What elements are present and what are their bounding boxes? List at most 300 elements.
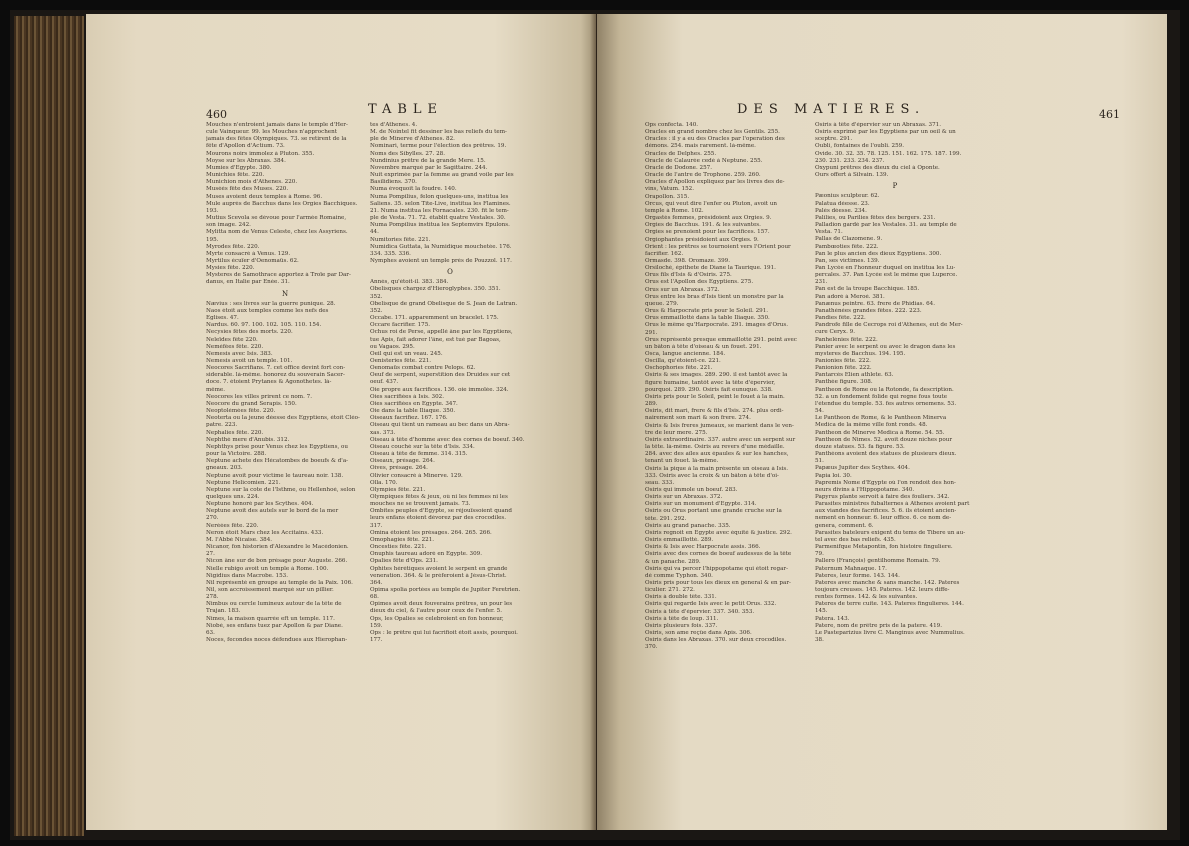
index-entry-line: ticulier. 271. 272. [645, 587, 695, 594]
index-entry-line: Medica de la même ville font ronds. 48. [815, 422, 928, 429]
index-entry-line: Mumies d'Egypte. 380. [206, 164, 272, 171]
index-entry-line: Osiris exprimé par les Egyptiens par un oeil & un [815, 129, 956, 136]
index-entry-line: Parasites bateleurs exigent du tems de Tibere un au- [815, 529, 966, 536]
index-entry-line: Trajan. 183. [206, 608, 241, 615]
index-entry-line: cule Vainqueur. 99. les Mouches n'approchent [206, 129, 337, 136]
index-entry-line: Osiris & ses images. 289. 290. il est tantôt avec la [645, 372, 788, 379]
index-entry-line: Nimes, la maison quarrée eft un temple. 117. [206, 615, 335, 622]
index-entry-line: jamais des fêtes Olympiques. 73. se retirent de la [206, 136, 347, 143]
index-entry-line: Oies sacrifiées en Egypte. 347. [370, 400, 458, 407]
index-entry-line: Osiris sur un Abraxas. 372. [645, 494, 723, 501]
index-entry-line: Pantarcès Elien athlete. 63. [815, 372, 894, 379]
index-entry-line: Pandies fête. 222. [815, 315, 866, 322]
index-entry-line: Myrte consacré à Venus. 129. [206, 250, 291, 257]
index-entry-line: Oenisteries fête. 221. [370, 358, 432, 364]
index-entry-line: Papyrus plante servoit à faire des fouliers. 342. [815, 493, 950, 500]
index-entry-line: danus, en Italie par Enée. 31. [206, 279, 290, 286]
index-entry-line: Oracles de Delphes. 255. [645, 150, 717, 157]
index-entry-line: Osiris pris pour tous les dieux en general & en par- [645, 580, 791, 586]
index-entry-line: Osiris pris pour le Soleil, peint le fouet à la main. [645, 393, 785, 400]
index-entry-line: Nicanor, fon historien d'Alexandre le Macédonien. [206, 544, 349, 551]
index-entry-line: ple de Vesta. 71. 72. établit quatre Vestales. 30. [370, 215, 506, 222]
index-entry-line: Neptune Helicomien. 221. [206, 479, 281, 486]
index-entry-line: & un panache. 289. [645, 558, 701, 565]
index-entry-line: 334. 335. 336. [370, 250, 411, 257]
index-entry-line: Neptune sur la cote de l'Isthme, ou Hellenhoé, selon [206, 486, 356, 493]
index-entry-line: Oracle de Calaurée cedé à Neptune. 255. [645, 157, 763, 164]
index-entry-line: Ops, les Opalies se celebroient en fon honneur, [370, 615, 504, 622]
index-entry-line: mysteres de Bacchus. 194. 195. [815, 350, 906, 357]
index-entry-line: Opimes avoit deux fouverains prêtres, un pour les [370, 601, 513, 608]
index-entry-line: Orus sur un Abraxas. 372. [645, 286, 720, 293]
index-entry-line: Osiris dans les Abraxas. 370. sur deux crocodiles. [645, 637, 787, 644]
index-entry-line: Patera. 143. [815, 615, 850, 622]
index-entry-line: Pateres de terre cuite. 143. Pateres fingulieres. 144. [815, 601, 964, 608]
index-entry-line: aux viandes des facrifices. 5. 6. ils étoient ancien- [815, 508, 957, 515]
index-entry-line: fête d'Apollon d'Actium. 73. [206, 143, 285, 150]
index-entry-line: queue. 279. [645, 300, 679, 307]
index-entry-line: Nævius : ses livres sur la guerre punique. 28. [206, 300, 336, 307]
index-entry-line: Oeil qui est un veau. 245. [370, 350, 443, 357]
index-entry-line: Orus le même qu'Harpocrate. 291. images d'Orus. [645, 322, 789, 329]
index-entry-line: 159. [370, 622, 383, 629]
index-entry-line: Myrtilus écuïer d'Oenomaüs. 62. [206, 257, 299, 264]
index-entry-line: 352. [370, 293, 383, 300]
index-entry-line: 38. [815, 637, 824, 644]
index-entry-line: Palilies, ou Parilies fêtes des bergers. 231. [815, 214, 936, 221]
index-entry-line: 51. [815, 458, 824, 465]
index-entry-line: Osiris ou Orus portant une grande cruche sur la [645, 508, 782, 515]
index-entry-line: genera, comment. 6. [815, 522, 874, 529]
index-entry-line: Myrodes fête. 220. [206, 243, 260, 250]
index-entry-line: Omophagies fête. 221. [370, 536, 435, 543]
index-entry-line: 54. [815, 408, 824, 415]
index-entry-line: Oie dans la table Iliaque. 350. [370, 408, 456, 415]
index-entry-line: Nundinius prêtre de la grande Mere. 15. [370, 157, 486, 164]
index-entry-line: Annés, qu'étoit-il. 383. 384. [370, 279, 449, 286]
index-entry-line: Orus emmaillotté dans la table Iliaque. 350. [645, 315, 770, 322]
index-entry-line: Neocores Sacrifians. 7. cet office devint fort con- [206, 365, 346, 372]
index-entry-line: Orus entre les bras d'Isis tient un monstre par la [645, 293, 784, 300]
index-entry-line: Panænus peintre. 63. frere de Phidias. 64. [815, 300, 935, 307]
index-entry-line: Oubli, fontaines de l'oubli. 259. [815, 143, 905, 150]
index-entry-line: Orapollon. 315. [645, 193, 690, 200]
index-entry-line: Mutius Scevola se dévoue pour l'armée Romaine, [206, 215, 347, 222]
index-entry-line: Oie propre aux facrifices. 136. oie immolée. 324. [370, 386, 509, 393]
index-entry-line: 291. [645, 329, 658, 336]
index-entry-line: Osiris emmaillotté. 289. [645, 537, 714, 544]
index-entry-line: 145. [815, 608, 828, 615]
index-entry-line: Naos étoit aux temples comme les nefs des [206, 307, 329, 314]
index-entry-line: Neocore du grand Serapis. 150. [206, 400, 297, 407]
index-entry-line: 27. [206, 551, 215, 558]
index-entry-line: 195. [206, 236, 219, 243]
index-entry-line: Palatua déesse. 23. [815, 200, 870, 207]
index-entry-line: Oiseaux facrifiez. 167. 176. [370, 415, 448, 422]
index-entry-line: Onuphis taureau adoré en Egypte. 309. [370, 551, 483, 558]
index-entry-line: Pambœoties fête. 222. [815, 243, 879, 250]
index-entry-line: Osiris, son ame reçûe dans Apis. 306. [645, 630, 752, 637]
index-entry-line: Pan adoré à Meroé. 381. [815, 293, 885, 300]
index-entry-line: Pan le plus ancien des dieux Egyptiens. 300. [815, 250, 942, 257]
index-entry-line: doce. 7. étoient Prytanes & Agonothetes. là- [206, 379, 332, 386]
left-column-2 [370, 122, 530, 644]
left-running-head: TABLE [368, 102, 444, 117]
index-entry-line: Osiris à tête de loup. 311. [645, 615, 719, 622]
letter-heading-n: N [281, 289, 289, 298]
index-entry-line: Pantheon de Minerve Medica à Rome. 54. 55. [815, 429, 945, 436]
index-entry-line: Ops confecta. 140. [645, 122, 699, 128]
index-entry-line: Oracle de Dodone. 257. [645, 164, 712, 171]
index-entry-line: Neptune avoit des autels sur le bord de la mer [206, 508, 339, 515]
letter-heading-p: P [892, 182, 898, 191]
index-entry-line: Numa Pompilius, felon quelques-uns, institua les [370, 193, 509, 200]
index-entry-line: 270. [206, 515, 219, 522]
index-entry-line: Orcus, qui veut dire l'enfer ou Pluton, avoit un [645, 200, 778, 207]
index-entry-line: Pantheon de Rome ou la Rotonde, fa description. [815, 386, 954, 393]
index-entry-line: Olivier consacré à Minerve. 129. [370, 472, 463, 479]
index-entry-line: Pantheon de Nimes. 52. avoit douze niches pour [815, 436, 953, 443]
index-entry-line: vins, Vatum. 152. [645, 186, 695, 193]
index-entry-line: Eglises. 47. [206, 315, 239, 322]
index-entry-line: Ovide. 30. 32. 35. 78. 125. 151. 162. 175. 187. 199. [815, 150, 962, 157]
index-entry-line: xas. 373. [370, 429, 396, 436]
index-entry-line: Oracles : il y a eu des Oracles par l'operation des [645, 136, 785, 143]
index-entry-line: Panthéons avoient des statues de plusieurs dieux. [815, 451, 957, 458]
index-entry-line: Pandrofe fille de Cecrops roi d'Athenes, eut de Mer- [815, 322, 963, 329]
index-entry-line: Oiseau à tête de femme. 314. 315. [370, 451, 468, 458]
index-entry-line: Osiris qui immole un boeuf. 283. [645, 486, 738, 493]
index-entry-line: Munichion mois d'Athenes. 220. [206, 179, 298, 186]
index-entry-line: tes d'Athenes. 4. [370, 122, 418, 128]
index-entry-line: Neméfées fête. 220. [206, 343, 264, 350]
index-entry-line: 364. [370, 579, 383, 586]
index-entry-line: Neptune honoré par les Scythes. 404. [206, 501, 314, 508]
index-entry-line: Oiseaux, présage. 264. [370, 458, 435, 465]
index-entry-line: Osiris au grand panache. 335. [645, 522, 731, 529]
index-entry-line: Moyse sur les Abraxas. 384. [206, 157, 286, 164]
index-entry-line: Mysies fête. 220. [206, 265, 255, 272]
index-entry-line: Nil, son accroissement marqué sur un pillier. [206, 587, 334, 593]
index-entry-line: Ophites hérétiques avoient le serpent en grande [370, 565, 508, 572]
index-entry-line: M. l'Abbé Nicaise. 384. [206, 536, 273, 543]
index-entry-line: pourquoi. 289. 290. Osiris fait eunuque. 338. [645, 386, 773, 393]
index-entry-line: Parasites ministres fubalternes à Athenes avoient part [815, 501, 970, 508]
index-entry-line: Numidica Guttata, la Numidique mouchetée. 176. [370, 243, 512, 250]
index-entry-line: Le Pasteparizius livre C. Manginus avec Nummulius. [815, 629, 965, 636]
index-entry-line: Nemesis avoit un temple. 101. [206, 358, 293, 364]
index-entry-line: Olla. 170. [370, 479, 398, 486]
index-entry-line: Le Pantheon de Rome, & le Pantheon Minerva [815, 415, 947, 422]
index-entry-line: Olympies fête. 221. [370, 486, 426, 493]
index-entry-line: 52. a un fondement folide qui regne fous toute [815, 393, 948, 400]
right-running-head: DES MATIERES. [737, 102, 926, 117]
index-entry-line: Nardus. 60. 97. 100. 102. 105. 110. 154. [206, 322, 322, 329]
index-entry-line: Pæonius sculpteur. 62. [815, 193, 880, 200]
index-entry-line: Obelisque de grand Obelisque de S. Jean de Latran. [370, 300, 518, 307]
index-entry-line: Saliens. 35. selon Tite-Live, institua les Flamines. [370, 200, 511, 207]
index-entry-line: Opalies fête d'Ops. 231. [370, 558, 438, 565]
index-entry-line: Oiseau couché sur la tête d'Isis. 334. [370, 443, 475, 450]
index-entry-line: Mourons noirs immolez à Pluton. 355. [206, 150, 315, 157]
index-entry-line: Oracle de l'antre de Trophone. 259. 260. [645, 172, 761, 179]
index-entry-line: oeuf. 437. [370, 379, 399, 386]
index-entry-line: Osiris qui va percer l'hippopotame qui étoit regar- [645, 565, 788, 572]
index-entry-line: son image. 242. [206, 222, 251, 229]
index-entry-line: Orus & Harpocrate pris pour le Soleil. 291. [645, 308, 769, 315]
index-entry-line: Ours offert à Silvain. 139. [815, 172, 889, 179]
index-entry-line: neurs divins à l'Hippopotame. 340. [815, 486, 915, 493]
left-page [86, 14, 596, 830]
index-entry-line: Pan, ses victimes. 139. [815, 257, 880, 264]
index-entry-line: Occabe. 171. apparemment un bracelet. 175. [370, 315, 499, 322]
index-entry-line: Osiris avec des cornes de boeuf audessus de la tête [645, 551, 792, 558]
index-entry-line: l'étendue du temple. 53. fes autres ornemens. 53. [815, 400, 957, 407]
index-entry-line: Osca, langue ancienne. 184. [645, 351, 726, 357]
index-entry-line: Ormasde. 398. Oromaze. 399. [645, 257, 730, 264]
index-entry-line: démons. 254. mais rarement. là-même. [645, 143, 756, 150]
index-entry-line: sceptre. 291. [815, 136, 853, 143]
index-entry-line: Niobé, ses enfans tuez par Apollon & par Diane. [206, 622, 343, 629]
index-entry-line: Occare facrifier. 175. [370, 322, 431, 329]
index-entry-line: 278. [206, 594, 219, 601]
index-entry-line: Necysies fêtes des morts. 220. [206, 329, 293, 336]
index-entry-line: Osiris & Isis avec Harpocrate assis. 366. [645, 544, 761, 551]
page-edges [14, 16, 84, 836]
index-entry-line: Osiris regnoit en Egypte avec équité & justice. 292. [645, 529, 792, 536]
index-entry-line: Numitories fête. 221. [370, 236, 431, 243]
index-entry-line: Orgastès femmes, présidoient aux Orgies. 9. [645, 215, 772, 222]
index-entry-line: Pallero (François) gentilhomme Romain. 79. [815, 558, 941, 565]
index-entry-line: mouches ne se trouvent jamais. 73. [370, 501, 471, 508]
index-entry-line: Oies sacrifiées à Isis. 302. [370, 393, 444, 400]
index-entry-line: Nephthys prise pour Venus chez les Egyptiens, ou [206, 443, 349, 450]
index-entry-line: Panhelénies fête. 222. [815, 336, 878, 343]
index-entry-line: Pan Lycée en l'honneur duquel on institua les Lu- [815, 264, 956, 271]
index-entry-line: Panionies fête. 222. [815, 358, 871, 364]
index-entry-line: Munichies fête. 220. [206, 172, 265, 179]
index-entry-line: 284. avec des aîles aux épaules & sur les hanches, [645, 451, 789, 458]
index-entry-line: ple de Minerve d'Athenes. 82. [370, 136, 455, 143]
index-entry-line: Muses avoient deux temples à Rome. 96. [206, 193, 323, 200]
index-entry-line: Parmenifque Metapontin, fon histoire finguliere. [815, 544, 953, 551]
index-entry-line: Neréées fête. 220. [206, 522, 259, 529]
index-entry-line: Olympiques fêtes & jeux, où ni les femmes ni les [370, 493, 508, 500]
index-entry-line: Oives, présage. 264. [370, 465, 428, 472]
index-entry-line: Neptune avoit pour victime le taureau noir. 138. [206, 472, 344, 479]
index-entry-line: la tête. là-même. Osiris au revers d'une médaille. [645, 444, 785, 451]
index-entry-line: leurs enfans étoient dévorez par des crocodiles. [370, 515, 507, 522]
index-entry-line: tel avec des bas reliefs. 435. [815, 536, 896, 543]
index-entry-line: Neptune achete des Hécatombes de boeufs & d'a- [206, 458, 349, 465]
index-entry-line: percales. 37. Pan Lycée est le même que Luperce. [815, 272, 958, 279]
index-entry-line: Noms des Sibylles. 27. 28. [370, 150, 446, 157]
index-entry-line: dieux du ciel, & l'autre pour ceux de l'enfer. 5. [370, 608, 503, 615]
index-entry-line: Nymphes avoient un temple près de Pouzzol. 117. [370, 257, 512, 264]
index-entry-line: figure humaine, tantôt avec la tête d'épervier, [645, 379, 776, 386]
index-entry-line: seau. 333. [645, 479, 675, 486]
index-entry-line: Neleïdes fête 220. [206, 336, 258, 343]
index-entry-line: Muséés fête des Muses. 220. [206, 186, 289, 193]
index-entry-line: Osiris sur un monument d'Egypte. 314. [645, 501, 757, 508]
index-entry-line: Osiris & Isis freres jumeaux, se marient dans le ven- [645, 422, 794, 429]
index-entry-line: Nigidius dans Macrobe. 153. [206, 572, 288, 579]
index-entry-line: M. de Nointel fit dessiner les bas reliefs du tem- [370, 129, 507, 136]
index-entry-line: tête. 291. 292. [645, 515, 687, 522]
index-entry-line: Mysteres de Samothrace apportez à Troïe par Dar- [206, 272, 351, 279]
index-entry-line: Mule auprès de Bacchus dans les Orgies Bacchiques. [206, 200, 358, 207]
index-entry-line: Nicon âne sur de bon présage pour Auguste. 266. [206, 558, 348, 565]
index-entry-line: Panier avec le serpent ou avec le dragon dans les [815, 343, 956, 350]
index-entry-line: Osiris à double tête. 331. [645, 594, 717, 601]
index-entry-line: cure Ceryx. 9. [815, 329, 855, 336]
index-entry-line: Orus fils d'Isis & d'Osiris. 275. [645, 272, 732, 279]
index-entry-line: 21. Numa institua les Fornacales. 230. fit le tem- [370, 207, 509, 214]
index-entry-line: 317. [370, 522, 383, 529]
index-entry-line: Osiris plusieurs fois. 337. [645, 622, 718, 629]
index-entry-line: Osiris à tête d'épervier sur un Abraxas. 371. [815, 122, 941, 128]
right-column-2 [815, 122, 975, 644]
index-entry-line: 79. [815, 551, 824, 558]
index-entry-line: Nominari, terme pour l'élection des prêtres. 19. [370, 143, 507, 150]
index-entry-line: Ochus roi de Perse, appellé âne par les Egyptiens, [370, 329, 513, 336]
index-entry-line: Paternum Mahnaque. 17. [815, 565, 887, 572]
index-entry-line: Osiris qui regarde Isis avec le petit Orus. 332. [645, 601, 777, 608]
index-entry-line: patre. 223. [206, 422, 238, 429]
index-entry-line: Oracles en grand nombre chez les Gentils. 255. [645, 129, 780, 136]
letter-heading-o: O [447, 268, 453, 277]
index-entry-line: même. [206, 386, 226, 393]
index-entry-line: Osiris la pique à la main présente un oiseau à Isis. [645, 465, 789, 472]
index-entry-line: Omina étoient les présages. 264. 265. 266. [370, 529, 492, 536]
index-entry-line: Orsiloché, épithete de Diane la Taurique. 191. [645, 265, 776, 272]
index-entry-line: Oncesties fête. 221. [370, 544, 427, 551]
index-entry-line: Oxypuni prêtres des dieux du ciel à Oponte. [815, 164, 940, 171]
index-entry-line: 289. [645, 401, 658, 408]
index-entry-line: nement en honneur. 6. leur office. 6. ce nom de- [815, 515, 952, 522]
index-entry-line: 63. [206, 629, 215, 636]
index-entry-line: Basilidiens. 370. [370, 179, 417, 186]
index-entry-line: Osiris à tête d'épervier. 337. 340. 353. [645, 608, 755, 615]
index-entry-line: Orgies de Bacchus. 191. & les suivantes. [645, 222, 761, 229]
right-page-number: 461 [1099, 108, 1120, 121]
index-entry-line: Oscilla, qu'étoient-ce. 221. [645, 358, 721, 365]
left-column-1 [206, 122, 364, 644]
index-entry-line: Neocores les villes prirent ce nom. 7. [206, 393, 312, 400]
right-column-1 [645, 122, 807, 652]
index-entry-line: Osiris, dit mari, frere & fils d'Isis. 274. plus ordi- [645, 408, 784, 415]
index-entry-line: Pateres avec manche & sans manche. 142. Pateres [815, 579, 960, 586]
index-entry-line: quelques uns. 224. [206, 493, 260, 500]
index-entry-line: Papremis Nome d'Egypte où l'on rendoit des hon- [815, 479, 956, 486]
index-entry-line: Pan est de la troupe Bacchique. 185. [815, 286, 920, 293]
index-entry-line: facrifier. 162. [645, 250, 684, 257]
index-entry-line: Nil représenté en groupe au temple de la Paix. 106. [206, 579, 353, 586]
index-entry-line: Nemesis avec Isis. 383. [206, 350, 273, 357]
index-entry-line: Nephthé mere d'Anubis. 312. [206, 436, 290, 443]
index-entry-line: 193. [206, 207, 219, 214]
left-page-number: 460 [206, 108, 227, 121]
index-entry-line: 352. [370, 307, 383, 314]
index-entry-line: Opima spolia portées au temple de Jupiter Feretrien. [370, 587, 521, 593]
index-entry-line: Panthée figure. 308. [815, 379, 873, 386]
index-entry-line: 177. [370, 637, 383, 644]
index-entry-line: un bâton à tête d'oiseau & un fouet. 291. [645, 343, 762, 350]
index-entry-line: Pateres, leur forme. 143. 144. [815, 572, 900, 579]
index-entry-line: 230. 231. 233. 234. 237. [815, 157, 885, 164]
index-entry-line: Patere, nom de prêtre pris de la patere. 419. [815, 622, 942, 629]
index-entry-line: 44. [370, 229, 379, 236]
index-entry-line: siderable. là-même. honorez du souverain Sacer- [206, 372, 345, 379]
index-entry-line: Papia loi. 30. [815, 472, 852, 479]
index-entry-line: tue Apis, fait adorer l'âne, est tué par Bagoas, [370, 336, 501, 343]
index-entry-line: Neoptolémées fête. 220. [206, 408, 276, 415]
index-entry-line: veneration. 364. & le préferoient à Jésus-Christ. [370, 572, 507, 579]
index-entry-line: Palladion gardé par les Vestales. 31. au temple de [815, 222, 957, 229]
index-entry-line: toujours creuses. 145. Pateres. 142. leurs diffe- [815, 587, 950, 593]
index-entry-line: Mouches n'entroient jamais dans le temple d'Her- [206, 122, 348, 128]
index-entry-line: Ops : le prêtre qui lui facrifioit étoit assis, pourquoi. [370, 629, 518, 636]
index-entry-line: Nephalies fête. 220. [206, 429, 264, 436]
index-entry-line: Orus représenté presque emmaillotté 291. peint avec [645, 336, 797, 343]
index-entry-line: Oiseau qui tient un rameau au bec dans un Abra- [370, 422, 510, 429]
index-entry-line: 333. Osiris avec la croix & un bâton à tête d'oi- [645, 472, 779, 479]
index-entry-line: Oracles d'Apollon expliquez par les livres des de- [645, 179, 785, 186]
index-entry-line: ou Vagaos. 295. [370, 343, 415, 350]
index-entry-line: 68. [370, 594, 379, 601]
index-entry-line: Mylitta nom de Venus Celeste, chez les Assyriens. [206, 229, 348, 236]
index-entry-line: Oschophories fête. 221. [645, 365, 713, 372]
index-entry-line: Neron étoit Mars chez les Accitains. 433. [206, 529, 324, 536]
index-entry-line: Ombites peuples d'Egypte, se réjouïssoient quand [370, 508, 512, 515]
index-entry-line: rentes formes. 142. & les suivantes. [815, 594, 918, 601]
index-entry-line: Oeuf de serpent, superstition des Druides sur cet [370, 372, 511, 379]
index-entry-line: tenant un fouet. là-même. [645, 458, 719, 465]
index-entry-line: Noces, fecondes noces défendues aux Hierophan- [206, 637, 348, 644]
index-entry-line: pour la Victoire. 288. [206, 451, 267, 458]
index-entry-line: Nielle rubigo avoit un temple à Rome. 100. [206, 565, 329, 572]
index-entry-line: Orient : les prêtres se tournoient vers l'Orient pour [645, 243, 791, 250]
right-page [597, 14, 1167, 830]
index-entry-line: Oiseau à tête d'homme avec des cornes de boeuf. 340. [370, 436, 525, 443]
index-entry-line: Numa Pompilius institua les Septemvirs Epulons. [370, 222, 510, 229]
index-entry-line: tre de leur mere. 275. [645, 429, 708, 436]
index-entry-line: Orgies se prenoient pour les facrifices. 157. [645, 229, 770, 236]
index-entry-line: Nimbus ou cercle lumineux autour de la tête de [206, 601, 342, 608]
index-entry-line: Numa évoquoit la foudre. 140. [370, 186, 457, 193]
index-entry-line: 231. [815, 279, 828, 286]
index-entry-line: Oenomaüs combat contre Pelops. 62. [370, 365, 476, 372]
index-entry-line: Panathénées grandes fêtes. 222. 223. [815, 307, 922, 314]
index-entry-line: nairement son mari & son frere. 274. [645, 415, 751, 422]
index-entry-line: 370. [645, 644, 658, 651]
index-entry-line: Obelisques chargez d'Hieroglyphes. 350. 351. [370, 286, 501, 293]
index-entry-line: Papæus Jupiter des Scythes. 404. [815, 465, 910, 472]
index-entry-line: temple à Rome. 102. [645, 207, 704, 214]
index-entry-line: Palès déesse. 234. [815, 207, 867, 214]
index-entry-line: Neoterta ou la jeune déesse des Egyptiens, étoit Cléo- [206, 415, 360, 422]
index-entry-line: gneaux. 203. [206, 465, 243, 472]
index-entry-line: Orgiophantes présidoient aux Orgies. 9. [645, 236, 759, 243]
index-entry-line: douze statues. 53. fa figure. 53. [815, 443, 905, 450]
index-entry-line: Vesta. 71. [815, 229, 843, 236]
index-entry-line: Orus est l'Apollon des Egyptiens. 275. [645, 279, 754, 286]
index-entry-line: Pallas de Clazomene. 9. [815, 236, 883, 243]
index-entry-line: Nuit exprimée par la femme au grand voile par les [370, 172, 514, 179]
index-entry-line: Panionion fête. 222. [815, 365, 872, 372]
index-entry-line: Osiris extraordinaire. 337. autre avec un serpent sur [645, 436, 796, 443]
index-entry-line: Novembre marqué par le Sagittaire. 244. [370, 164, 488, 171]
